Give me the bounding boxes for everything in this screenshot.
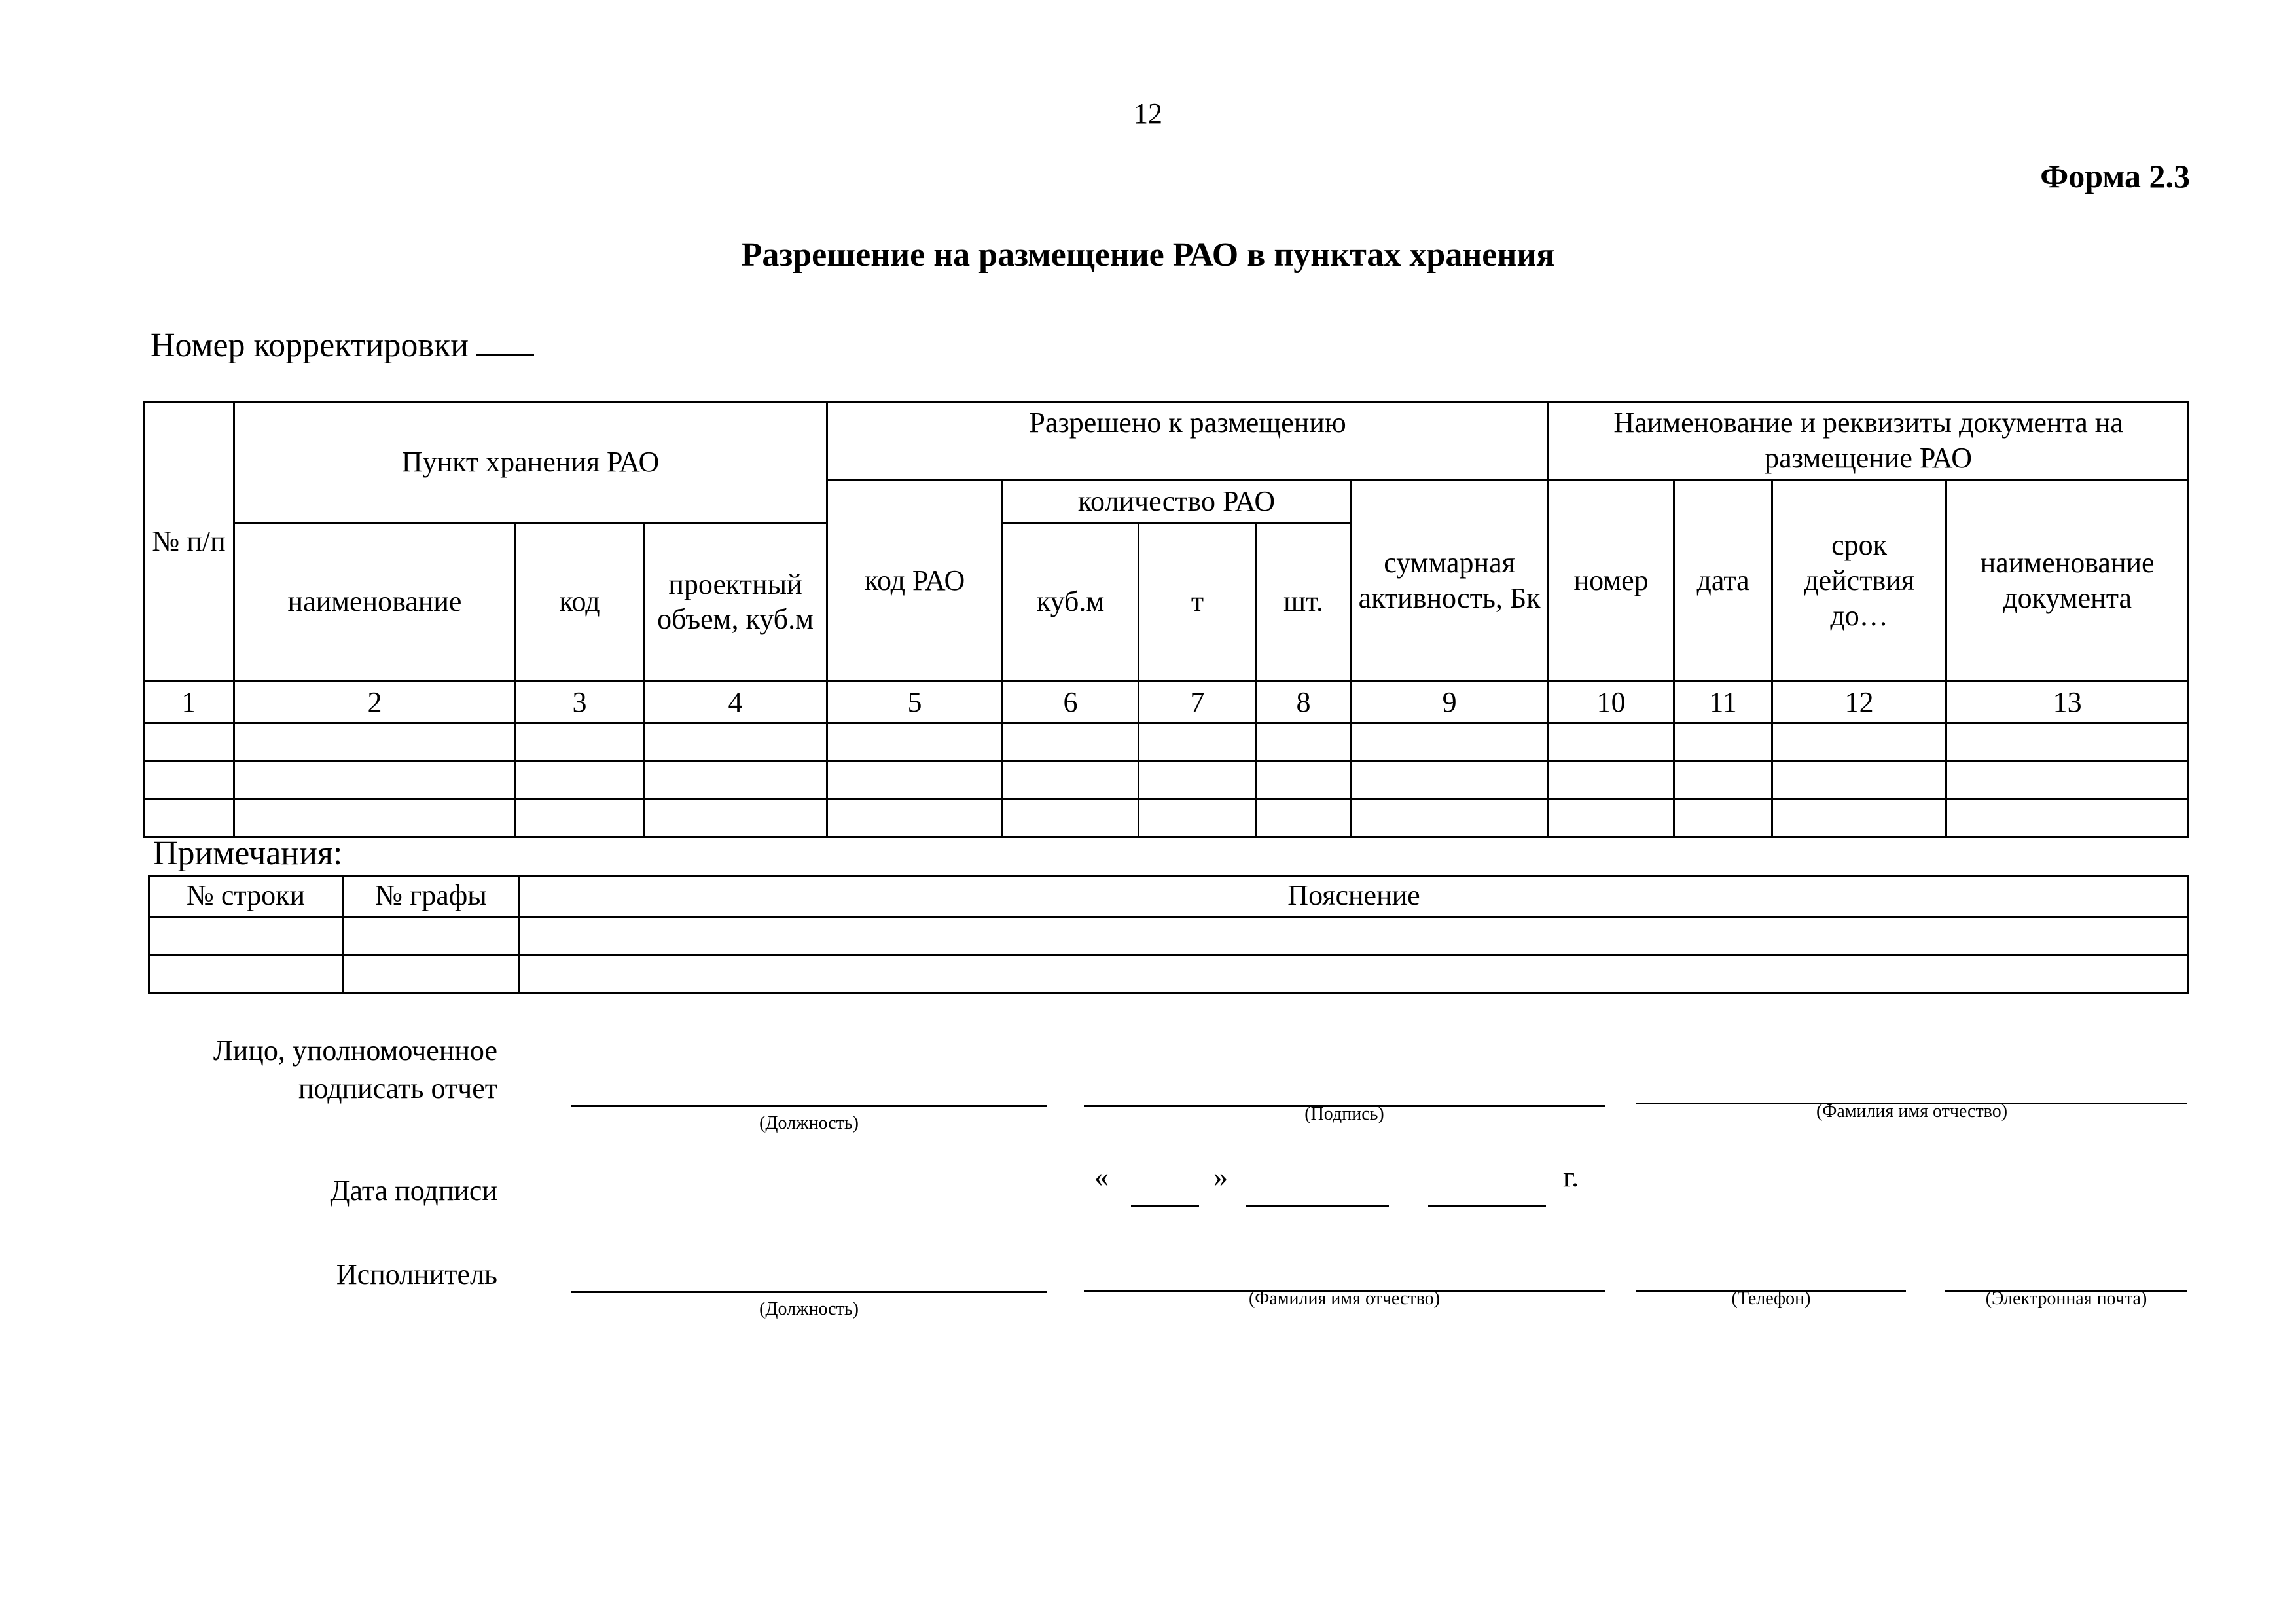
header-point-name: наименование: [234, 522, 516, 681]
document-title: Разрешение на размещение РАО в пунктах хранения: [741, 236, 1555, 274]
table-cell[interactable]: [149, 955, 343, 993]
correction-number-row: [151, 324, 534, 365]
position-caption: (Должность): [759, 1113, 859, 1133]
table-cell[interactable]: [644, 723, 827, 761]
column-number: 9: [1351, 681, 1549, 723]
header-quantity: количество РАО: [1003, 481, 1351, 523]
table-cell[interactable]: [1772, 799, 1946, 837]
header-row-number: № п/п: [144, 402, 234, 682]
table-cell[interactable]: [1549, 799, 1674, 837]
signature-caption: (Подпись): [1304, 1104, 1384, 1124]
table-cell[interactable]: [1674, 761, 1772, 799]
table-row: [144, 761, 2189, 799]
column-number: 2: [234, 681, 516, 723]
executor-position-line[interactable]: [571, 1291, 1047, 1293]
table-cell[interactable]: [144, 723, 234, 761]
executor-fullname-caption: (Фамилия имя отчество): [1248, 1288, 1441, 1309]
column-number: 11: [1674, 681, 1772, 723]
table-cell[interactable]: [1139, 761, 1257, 799]
table-cell[interactable]: [827, 799, 1003, 837]
table-cell[interactable]: [520, 955, 2189, 993]
table-cell[interactable]: [1257, 723, 1351, 761]
fullname-caption: (Фамилия имя отчество): [1816, 1101, 2008, 1122]
table-cell[interactable]: [644, 799, 827, 837]
table-cell[interactable]: [1674, 723, 1772, 761]
column-number: 13: [1946, 681, 2189, 723]
header-permitted: Разрешено к размещению: [827, 402, 1549, 481]
table-cell[interactable]: [234, 723, 516, 761]
notes-header-explanation: Пояснение: [520, 876, 2189, 917]
header-doc-date: дата: [1674, 481, 1772, 682]
table-cell[interactable]: [1257, 761, 1351, 799]
table-cell[interactable]: [234, 761, 516, 799]
header-total-activity: суммарная активность, Бк: [1351, 481, 1549, 682]
notes-header-column: № графы: [343, 876, 520, 917]
column-number: 1: [144, 681, 234, 723]
table-cell[interactable]: [234, 799, 516, 837]
quote-open: «: [1094, 1161, 1109, 1193]
table-cell[interactable]: [1549, 723, 1674, 761]
column-number: 4: [644, 681, 827, 723]
date-month-field[interactable]: [1246, 1205, 1389, 1207]
table-cell[interactable]: [1946, 761, 2189, 799]
notes-header-row: № строки: [149, 876, 343, 917]
main-table: [143, 401, 2189, 838]
executor-position-caption: (Должность): [759, 1299, 859, 1319]
table-cell[interactable]: [1257, 799, 1351, 837]
column-number: 8: [1257, 681, 1351, 723]
header-rao-code: код РАО: [827, 481, 1003, 682]
header-doc-validity: срок действия до…: [1772, 481, 1946, 682]
table-cell[interactable]: [1003, 799, 1139, 837]
table-cell[interactable]: [343, 917, 520, 955]
table-row: [149, 917, 2189, 955]
header-point-code: код: [516, 522, 644, 681]
phone-caption: (Телефон): [1731, 1288, 1811, 1309]
table-cell[interactable]: [516, 761, 644, 799]
correction-label: Номер корректировки: [151, 327, 469, 364]
table-cell[interactable]: [343, 955, 520, 993]
table-cell[interactable]: [520, 917, 2189, 955]
page-number: 12: [1134, 98, 1162, 130]
table-cell[interactable]: [144, 761, 234, 799]
table-cell[interactable]: [1946, 723, 2189, 761]
table-row: [144, 799, 2189, 837]
header-design-volume: проектный объем, куб.м: [644, 522, 827, 681]
table-cell[interactable]: [1772, 761, 1946, 799]
table-cell[interactable]: [1351, 799, 1549, 837]
header-storage-point: Пункт хранения РАО: [234, 402, 827, 523]
table-row: [144, 723, 2189, 761]
table-cell[interactable]: [1351, 761, 1549, 799]
authorized-person-label: Лицо, уполномоченное подписать отчет: [213, 1034, 497, 1105]
date-day-field[interactable]: [1131, 1205, 1199, 1207]
signature-date-label: Дата подписи: [330, 1175, 497, 1207]
table-cell[interactable]: [1674, 799, 1772, 837]
table-cell[interactable]: [644, 761, 827, 799]
year-suffix: г.: [1563, 1161, 1579, 1193]
table-row: [149, 955, 2189, 993]
quote-close: »: [1213, 1161, 1228, 1193]
column-number: 6: [1003, 681, 1139, 723]
header-doc-number: номер: [1549, 481, 1674, 682]
date-year-field[interactable]: [1428, 1205, 1546, 1207]
table-cell[interactable]: [1351, 723, 1549, 761]
email-caption: (Электронная почта): [1985, 1288, 2147, 1309]
column-number: 12: [1772, 681, 1946, 723]
column-number: 5: [827, 681, 1003, 723]
executor-label: Исполнитель: [336, 1258, 497, 1290]
table-cell[interactable]: [1139, 723, 1257, 761]
header-doc-name: наименование документа: [1946, 481, 2189, 682]
table-cell[interactable]: [1139, 799, 1257, 837]
column-number: 3: [516, 681, 644, 723]
column-number: 10: [1549, 681, 1674, 723]
table-cell[interactable]: [1003, 761, 1139, 799]
table-cell[interactable]: [516, 723, 644, 761]
table-cell[interactable]: [1772, 723, 1946, 761]
table-cell[interactable]: [144, 799, 234, 837]
table-cell[interactable]: [1003, 723, 1139, 761]
header-unit-pcs: шт.: [1257, 522, 1351, 681]
notes-label: Примечания:: [153, 835, 343, 872]
table-cell[interactable]: [516, 799, 644, 837]
table-cell[interactable]: [1549, 761, 1674, 799]
table-cell[interactable]: [1946, 799, 2189, 837]
correction-number-field[interactable]: [476, 324, 534, 356]
table-cell[interactable]: [149, 917, 343, 955]
header-unit-t: т: [1139, 522, 1257, 681]
table-cell[interactable]: [827, 723, 1003, 761]
header-unit-m3: куб.м: [1003, 522, 1139, 681]
form-number: Форма 2.3: [2040, 158, 2190, 194]
column-number: 7: [1139, 681, 1257, 723]
position-line[interactable]: [571, 1105, 1047, 1107]
header-document: Наименование и реквизиты документа на размещение РАО: [1549, 402, 2189, 481]
table-cell[interactable]: [827, 761, 1003, 799]
notes-table: [148, 875, 2189, 994]
